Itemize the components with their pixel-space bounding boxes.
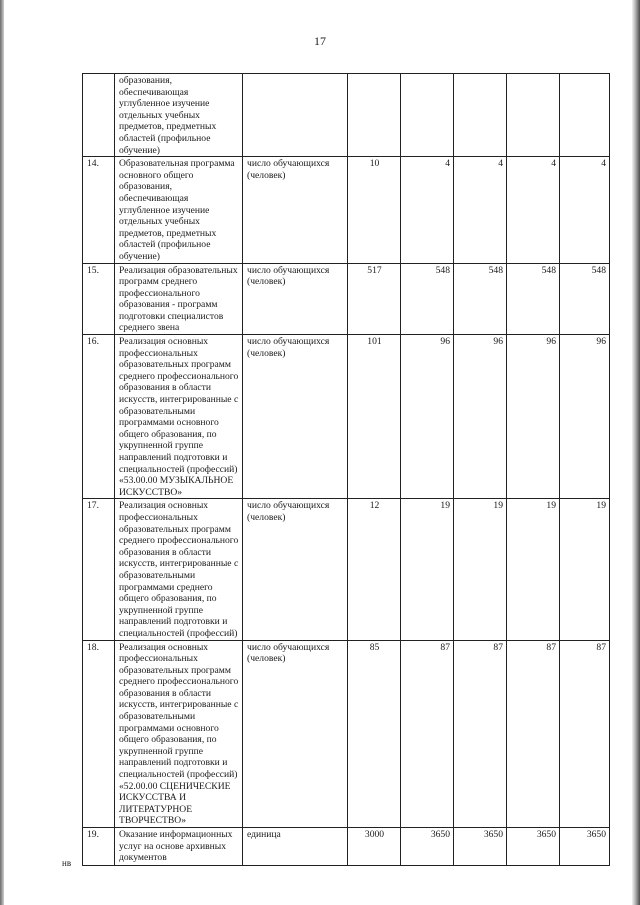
value-cell: 87 xyxy=(401,640,454,828)
value-cell: 4 xyxy=(401,157,454,263)
row-number: 18. xyxy=(83,640,115,828)
value-cell: 19 xyxy=(454,499,507,640)
scan-edge-right xyxy=(632,0,640,905)
value-cell: 548 xyxy=(560,263,610,335)
table-row xyxy=(83,640,610,828)
service-name: Реализация основных профессиональных образовательных программ среднего профессионального образования в области искусств, интегрированные с образовательными программами основного общего образования, по укрупненной группе направлений подготовки и специальностей (профессий) «52.00.00 СЦЕНИЧЕСКИЕ ИСКУССТВА И ЛИТЕРАТУРНОЕ ТВОРЧЕСТВО» xyxy=(115,640,243,828)
service-name: Реализация основных профессиональных образовательных программ среднего профессионального образования в области искусств, интегрированные с образовательными программами среднего общего образования, по укрупненной группе направлений подготовки и специальностей (профессий) xyxy=(115,499,243,640)
value-cell: 548 xyxy=(401,263,454,335)
row-number xyxy=(83,74,115,157)
row-number: 14. xyxy=(83,157,115,263)
page-number: 17 xyxy=(314,34,326,48)
footer-mark: нв xyxy=(62,858,72,868)
value-cell xyxy=(507,74,560,157)
value-cell xyxy=(401,74,454,157)
value-cell: 96 xyxy=(401,335,454,499)
value-cell: 12 xyxy=(348,499,401,640)
value-cell: 87 xyxy=(507,640,560,828)
value-cell: 3650 xyxy=(507,828,560,866)
value-cell: 4 xyxy=(560,157,610,263)
value-cell: 87 xyxy=(560,640,610,828)
row-number: 15. xyxy=(83,263,115,335)
value-cell: 19 xyxy=(507,499,560,640)
value-cell: 3650 xyxy=(454,828,507,866)
services-table xyxy=(82,73,610,866)
value-cell: 19 xyxy=(401,499,454,640)
unit-cell: число обучающихся (человек) xyxy=(243,157,348,263)
value-cell: 3000 xyxy=(348,828,401,866)
value-cell: 3650 xyxy=(560,828,610,866)
table-row xyxy=(83,263,610,335)
service-name: образования, обеспечивающая углубленное изучение отдельных учебных предметов, предметных областей (профильное обучение) xyxy=(115,74,243,157)
row-number: 19. xyxy=(83,828,115,866)
service-name: Реализация основных профессиональных образовательных программ среднего профессионального образования в области искусств, интегрированные с образовательными программами основного общего образования, по укрупненной группе направлений подготовки и специальностей (профессий) «53.00.00 МУЗЫКАЛЬНОЕ ИСКУССТВО» xyxy=(115,335,243,499)
service-name: Реализация образовательных программ среднего профессионального образования - программ подготовки специалистов среднего звена xyxy=(115,263,243,335)
table-row xyxy=(83,74,610,157)
unit-cell: число обучающихся (человек) xyxy=(243,335,348,499)
value-cell: 548 xyxy=(454,263,507,335)
value-cell: 10 xyxy=(348,157,401,263)
table-row xyxy=(83,499,610,640)
value-cell xyxy=(560,74,610,157)
table-row xyxy=(83,828,610,866)
unit-cell xyxy=(243,74,348,157)
value-cell: 101 xyxy=(348,335,401,499)
row-number: 17. xyxy=(83,499,115,640)
row-number: 16. xyxy=(83,335,115,499)
unit-cell: единица xyxy=(243,828,348,866)
value-cell: 96 xyxy=(560,335,610,499)
value-cell: 517 xyxy=(348,263,401,335)
value-cell xyxy=(348,74,401,157)
unit-cell: число обучающихся (человек) xyxy=(243,499,348,640)
value-cell: 3650 xyxy=(401,828,454,866)
scan-edge-left xyxy=(0,0,4,905)
table-row xyxy=(83,157,610,263)
value-cell xyxy=(454,74,507,157)
unit-cell: число обучающихся (человек) xyxy=(243,640,348,828)
value-cell: 87 xyxy=(454,640,507,828)
unit-cell: число обучающихся (человек) xyxy=(243,263,348,335)
value-cell: 548 xyxy=(507,263,560,335)
value-cell: 96 xyxy=(507,335,560,499)
value-cell: 4 xyxy=(507,157,560,263)
service-name: Оказание информационных услуг на основе архивных документов xyxy=(115,828,243,866)
service-name: Образовательная программа основного общего образования, обеспечивающая углубленное изучение отдельных учебных предметов, предметных областей (профильное обучение) xyxy=(115,157,243,263)
value-cell: 85 xyxy=(348,640,401,828)
value-cell: 19 xyxy=(560,499,610,640)
value-cell: 4 xyxy=(454,157,507,263)
value-cell: 96 xyxy=(454,335,507,499)
table-row xyxy=(83,335,610,499)
